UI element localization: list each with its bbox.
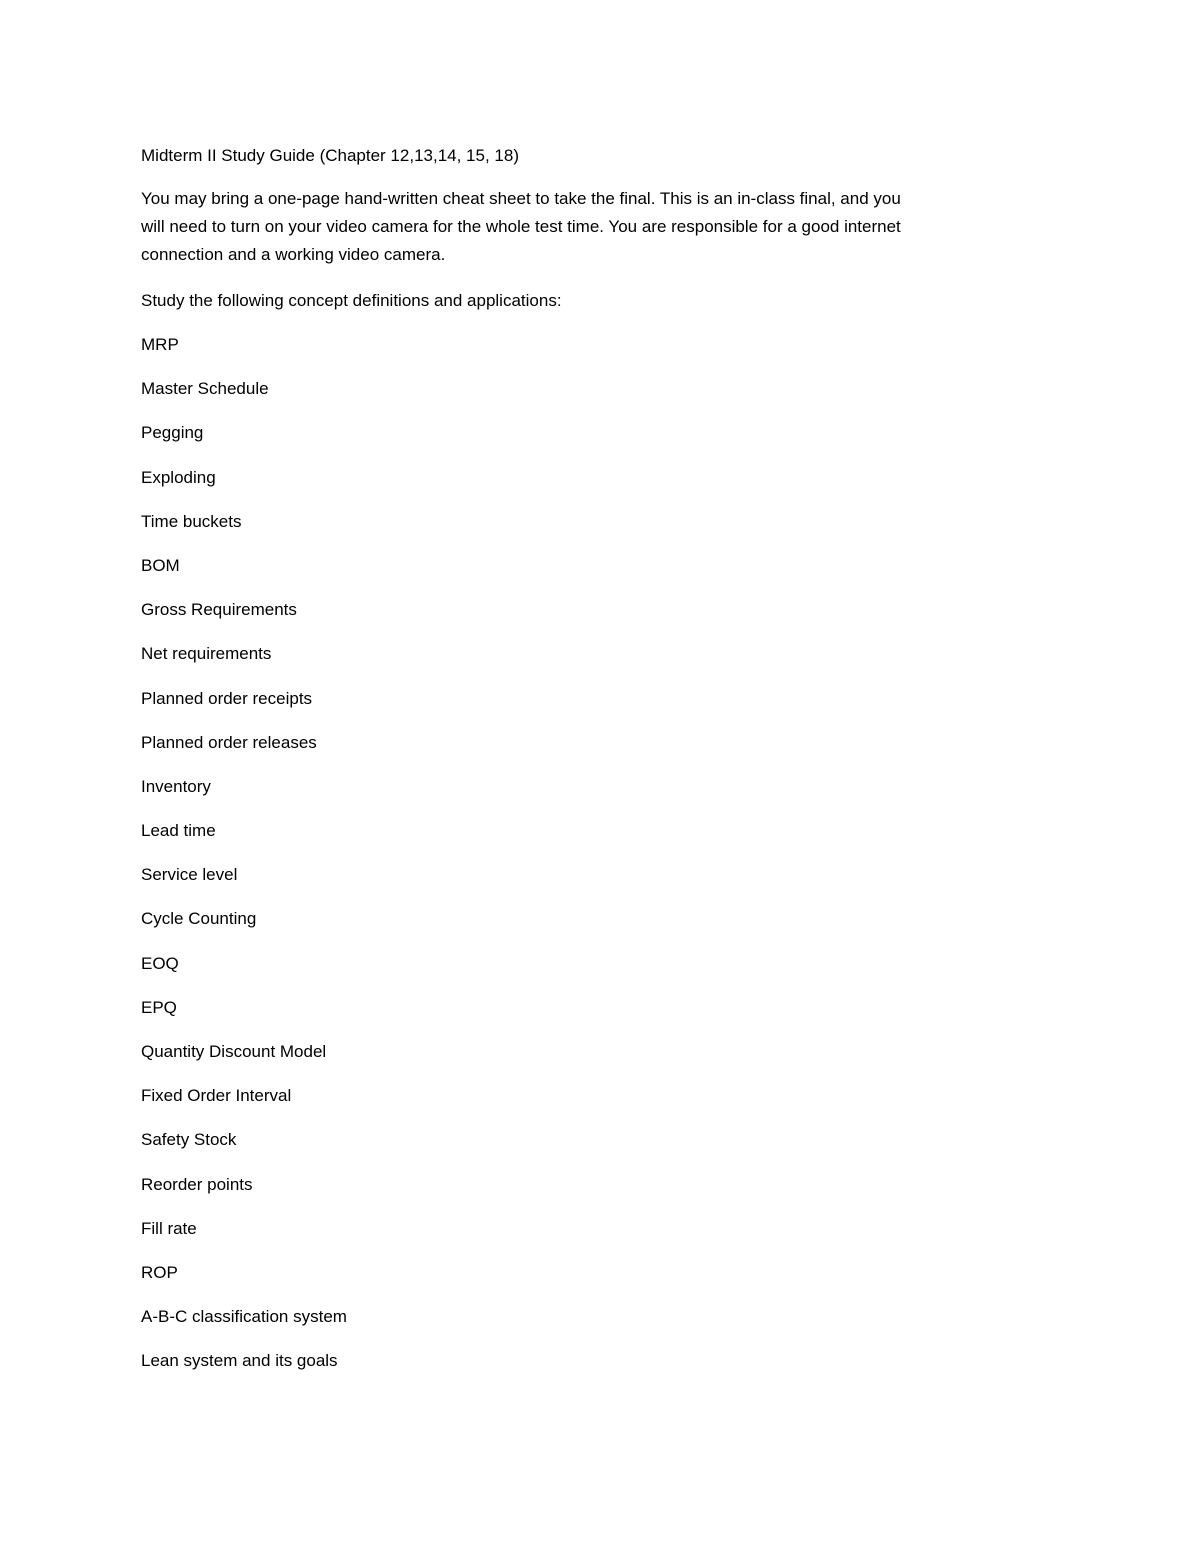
- document-title: Midterm II Study Guide (Chapter 12,13,14, 15, 18): [141, 146, 519, 165]
- concept-item: Planned order releases: [141, 732, 317, 752]
- concept-item: Inventory: [141, 776, 211, 796]
- paragraph-line: will need to turn on your video camera for the whole test time. You are responsible for a good internet: [141, 217, 901, 236]
- concept-item: Gross Requirements: [141, 600, 297, 620]
- concept-item: Cycle Counting: [141, 909, 257, 929]
- concept-item: Lean system and its goals: [141, 1351, 338, 1371]
- concept-item: EOQ: [141, 953, 179, 973]
- concept-item: Quantity Discount Model: [141, 1042, 327, 1061]
- concept-item: Planned order receipts: [141, 688, 313, 708]
- concept-item: ROP: [141, 1262, 178, 1282]
- concept-list: [141, 331, 1061, 1375]
- concept-item: Reorder points: [141, 1174, 253, 1194]
- paragraph-line: You may bring a one-page hand-written cheat sheet to take the final. This is an in-class final, and you: [141, 189, 901, 208]
- concept-item: Safety Stock: [141, 1130, 237, 1150]
- concept-item: Pegging: [141, 423, 204, 443]
- concept-item: Time buckets: [141, 511, 242, 531]
- concept-item: Net requirements: [141, 644, 272, 664]
- concept-item: Master Schedule: [141, 379, 269, 399]
- concepts-intro: Study the following concept definitions and applications:: [141, 291, 562, 310]
- concept-item: Fill rate: [141, 1218, 197, 1238]
- concept-item: Service level: [141, 865, 238, 885]
- concept-item: Fixed Order Interval: [141, 1086, 292, 1106]
- document-page: [141, 142, 1061, 1392]
- concept-item: BOM: [141, 555, 180, 575]
- instructions-paragraph: [141, 185, 1061, 269]
- concept-item: Lead time: [141, 821, 216, 841]
- concept-item: MRP: [141, 335, 179, 354]
- concept-item: EPQ: [141, 997, 177, 1017]
- paragraph-line: connection and a working video camera.: [141, 245, 446, 264]
- concept-item: A-B-C classification system: [141, 1307, 347, 1327]
- concept-item: Exploding: [141, 467, 216, 487]
